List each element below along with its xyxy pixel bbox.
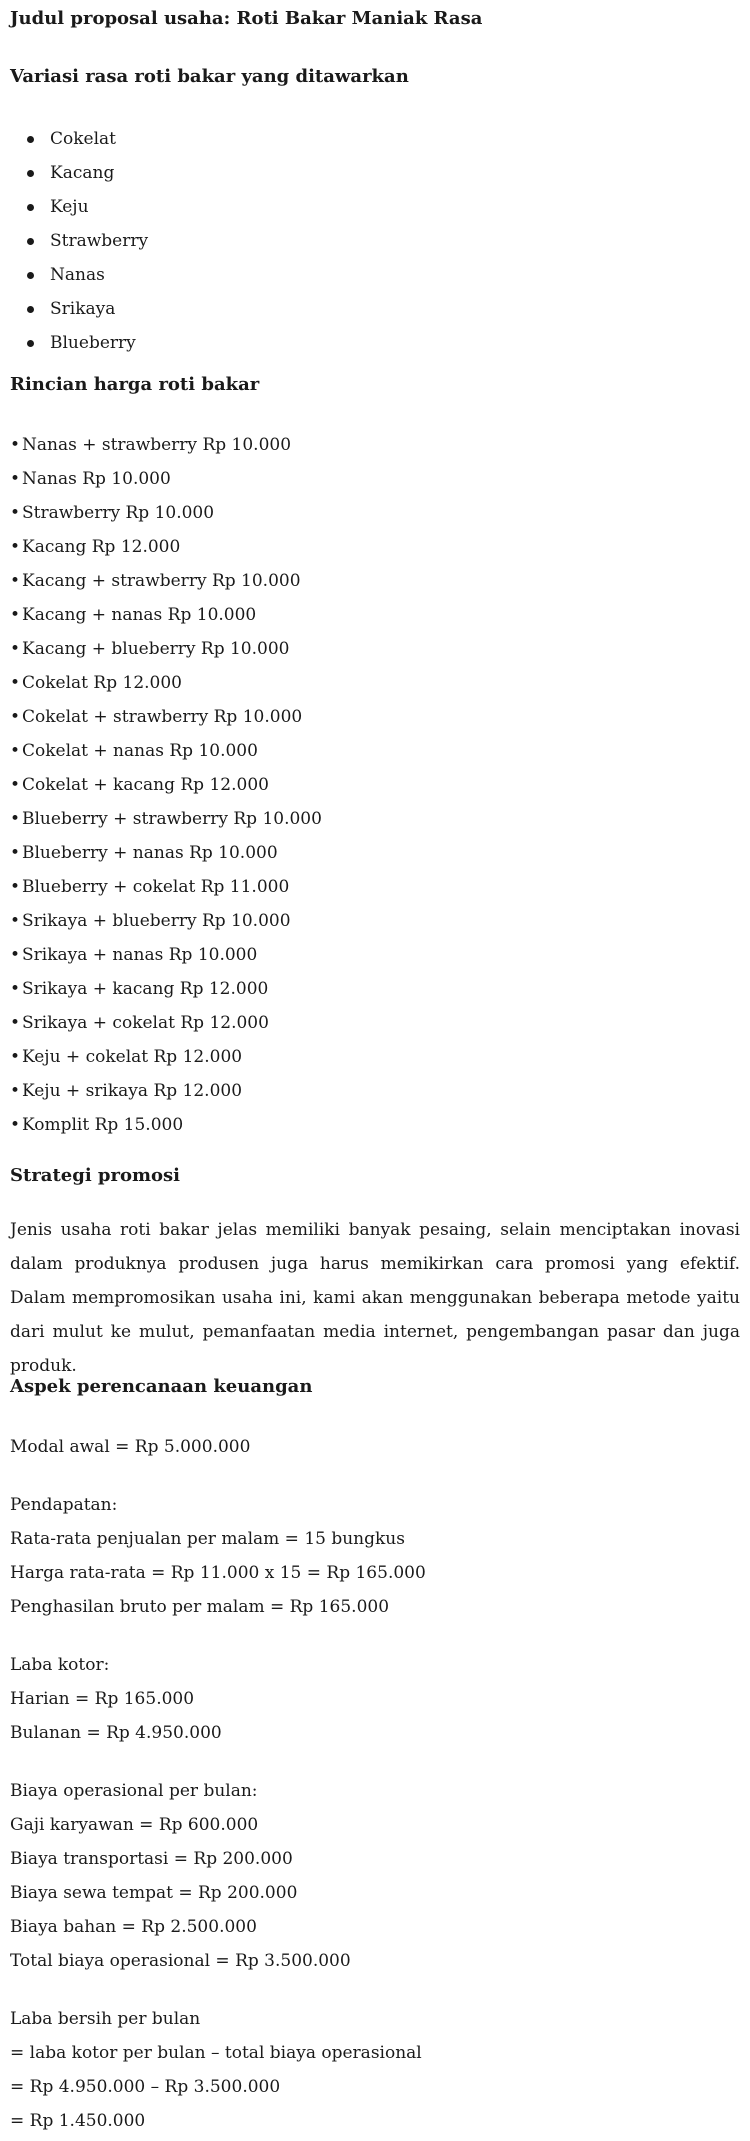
price-text: Blueberry + cokelat Rp 11.000 <box>22 877 290 897</box>
promotion-heading: Strategi promosi <box>10 1165 181 1186</box>
income-avg-price: Harga rata-rata = Rp 11.000 x 15 = Rp 165.000 <box>10 1563 426 1583</box>
variants-heading: Variasi rasa roti bakar yang ditawarkan <box>10 66 409 87</box>
operating-costs-label: Biaya operasional per bulan: <box>10 1781 258 1801</box>
cost-transport: Biaya transportasi = Rp 200.000 <box>10 1849 293 1869</box>
price-item <box>10 428 322 462</box>
price-item <box>10 496 322 530</box>
price-item <box>10 802 322 836</box>
price-item <box>10 1108 322 1142</box>
bullet-glyph: • <box>10 673 21 693</box>
price-text: Cokelat + kacang Rp 12.000 <box>22 775 269 795</box>
bullet-glyph: • <box>10 911 21 931</box>
price-item <box>10 530 322 564</box>
bullet-glyph: • <box>10 979 21 999</box>
price-text: Komplit Rp 15.000 <box>22 1115 184 1135</box>
bullet-glyph: • <box>10 1047 21 1067</box>
bullet-glyph: • <box>10 1115 21 1135</box>
bullet-glyph: • <box>10 707 21 727</box>
list-item: Strawberry <box>10 224 148 258</box>
price-text: Cokelat + nanas Rp 10.000 <box>22 741 258 761</box>
price-text: Blueberry + strawberry Rp 10.000 <box>22 809 322 829</box>
list-item: Srikaya <box>10 292 148 326</box>
list-item: Cokelat <box>10 122 148 156</box>
cost-salary: Gaji karyawan = Rp 600.000 <box>10 1815 259 1835</box>
price-list <box>10 428 322 1142</box>
list-item: Nanas <box>10 258 148 292</box>
price-text: Srikaya + kacang Rp 12.000 <box>22 979 269 999</box>
promotion-paragraph: Jenis usaha roti bakar jelas memiliki banyak pesaing, selain menciptakan inovasi dalam produknya produsen juga harus memikirkan cara promosi yang efektif. Dalam mempromosikan usaha ini, kami akan menggunakan beberapa metode yaitu dari mulut ke mulut, pemanfaatan media internet, pengembangan pasar dan juga produk. <box>10 1220 740 1376</box>
price-text: Keju + srikaya Rp 12.000 <box>22 1081 243 1101</box>
net-profit-calculation: = Rp 4.950.000 – Rp 3.500.000 <box>10 2077 281 2097</box>
variants-list <box>10 122 148 360</box>
gross-profit-monthly: Bulanan = Rp 4.950.000 <box>10 1723 222 1743</box>
bullet-glyph: • <box>10 843 21 863</box>
net-profit-label: Laba bersih per bulan <box>10 2009 201 2029</box>
price-text: Blueberry + nanas Rp 10.000 <box>22 843 278 863</box>
bullet-glyph: • <box>10 1081 21 1101</box>
bullet-glyph: • <box>10 503 21 523</box>
price-item <box>10 1074 322 1108</box>
list-item: Keju <box>10 190 148 224</box>
price-item <box>10 938 322 972</box>
price-text: Kacang + nanas Rp 10.000 <box>22 605 257 625</box>
price-text: Cokelat Rp 12.000 <box>22 673 182 693</box>
price-text: Cokelat + strawberry Rp 10.000 <box>22 707 303 727</box>
price-item <box>10 904 322 938</box>
price-text: Srikaya + blueberry Rp 10.000 <box>22 911 291 931</box>
bullet-glyph: • <box>10 537 21 557</box>
price-item <box>10 972 322 1006</box>
price-heading: Rincian harga roti bakar <box>10 374 260 395</box>
finance-heading: Aspek perencanaan keuangan <box>10 1376 313 1397</box>
price-text: Nanas + strawberry Rp 10.000 <box>22 435 292 455</box>
price-item <box>10 632 322 666</box>
bullet-glyph: • <box>10 741 21 761</box>
bullet-glyph: • <box>10 945 21 965</box>
cost-materials: Biaya bahan = Rp 2.500.000 <box>10 1917 257 1937</box>
price-text: Kacang + strawberry Rp 10.000 <box>22 571 301 591</box>
price-item <box>10 768 322 802</box>
bullet-glyph: • <box>10 1013 21 1033</box>
bullet-glyph: • <box>10 571 21 591</box>
price-text: Keju + cokelat Rp 12.000 <box>22 1047 243 1067</box>
bullet-glyph: • <box>10 605 21 625</box>
gross-profit-label: Laba kotor: <box>10 1655 110 1675</box>
price-item <box>10 1006 322 1040</box>
price-item <box>10 700 322 734</box>
cost-total: Total biaya operasional = Rp 3.500.000 <box>10 1951 351 1971</box>
price-item <box>10 666 322 700</box>
price-item <box>10 1040 322 1074</box>
price-text: Kacang + blueberry Rp 10.000 <box>22 639 290 659</box>
bullet-glyph: • <box>10 469 21 489</box>
price-text: Strawberry Rp 10.000 <box>22 503 215 523</box>
initial-capital: Modal awal = Rp 5.000.000 <box>10 1437 251 1457</box>
price-text: Srikaya + nanas Rp 10.000 <box>22 945 258 965</box>
price-text: Nanas Rp 10.000 <box>22 469 171 489</box>
bullet-glyph: • <box>10 435 21 455</box>
price-text: Srikaya + cokelat Rp 12.000 <box>22 1013 269 1033</box>
price-item <box>10 836 322 870</box>
list-item: Blueberry <box>10 326 148 360</box>
bullet-glyph: • <box>10 775 21 795</box>
price-item <box>10 462 322 496</box>
list-item: Kacang <box>10 156 148 190</box>
price-item <box>10 564 322 598</box>
net-profit-formula: = laba kotor per bulan – total biaya operasional <box>10 2043 422 2063</box>
bullet-glyph: • <box>10 639 21 659</box>
bullet-glyph: • <box>10 877 21 897</box>
income-label: Pendapatan: <box>10 1495 118 1515</box>
price-item <box>10 734 322 768</box>
price-item <box>10 870 322 904</box>
price-item <box>10 598 322 632</box>
cost-rent: Biaya sewa tempat = Rp 200.000 <box>10 1883 298 1903</box>
bullet-glyph: • <box>10 809 21 829</box>
gross-profit-daily: Harian = Rp 165.000 <box>10 1689 195 1709</box>
price-text: Kacang Rp 12.000 <box>22 537 181 557</box>
income-gross: Penghasilan bruto per malam = Rp 165.000 <box>10 1597 390 1617</box>
net-profit-result: = Rp 1.450.000 <box>10 2111 146 2131</box>
proposal-title: Judul proposal usaha: Roti Bakar Maniak Rasa <box>10 8 483 29</box>
income-avg-sales: Rata-rata penjualan per malam = 15 bungkus <box>10 1529 405 1549</box>
